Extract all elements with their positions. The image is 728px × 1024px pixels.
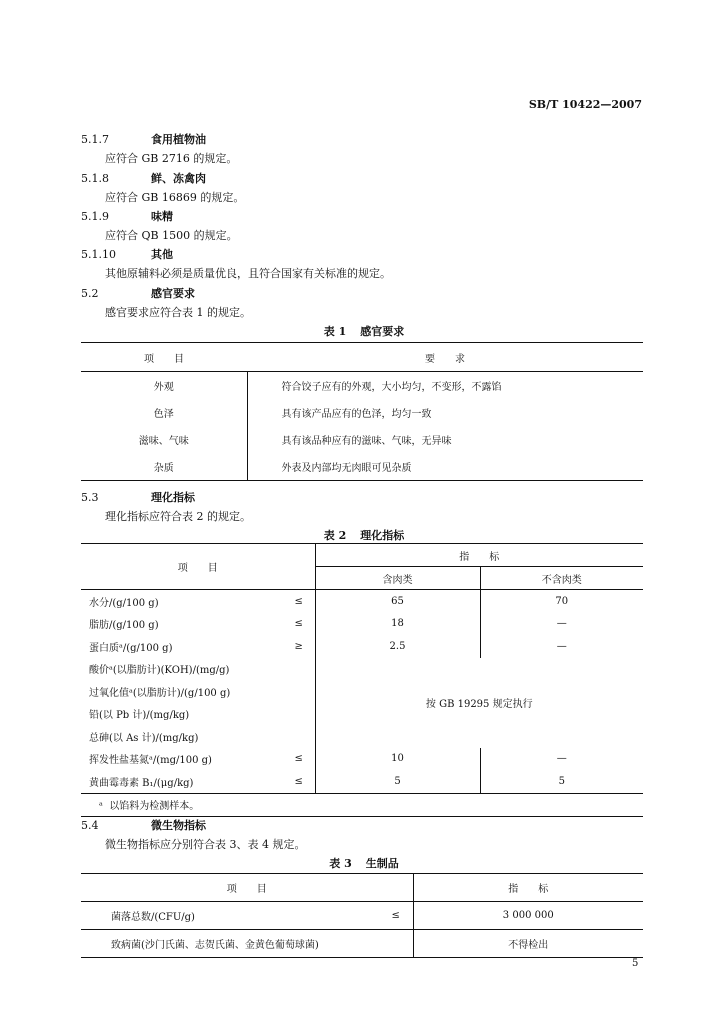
caption-title: 感官要求 <box>360 325 405 338</box>
section-text-5-1-7: 应符合 GB 2716 的规定。 <box>105 152 238 165</box>
header-requirement: 要 求 <box>247 343 643 372</box>
caption-title: 理化指标 <box>360 529 405 542</box>
row-symbol <box>283 680 315 703</box>
table3-caption <box>0 855 728 871</box>
section-title: 微生物指标 <box>151 819 206 832</box>
section-number: 5.1.9 <box>81 210 109 223</box>
section-text-5-1-9: 应符合 QB 1500 的规定。 <box>105 229 238 242</box>
table-row <box>81 635 643 658</box>
section-number: 5.1.7 <box>81 133 109 146</box>
section-title: 其他 <box>151 248 173 261</box>
row-value-without-meat: 5 <box>558 775 565 787</box>
table-header-row <box>81 343 643 372</box>
row-requirement: 具有该产品应有的色泽，均匀一致 <box>281 409 432 420</box>
row-item: 滋味、气味 <box>81 426 247 453</box>
header-without-meat: 不含肉类 <box>480 567 643 590</box>
row-value-without-meat: — <box>556 640 567 652</box>
row-item: 酸价ᵃ(以脂肪计)(KOH)/(mg/g) <box>89 665 230 677</box>
row-item: 挥发性盐基氮ᵃ/(mg/100 g) <box>89 755 212 767</box>
row-item: 水分/(g/100 g) <box>89 597 159 609</box>
row-symbol: ≤ <box>283 590 315 613</box>
row-symbol <box>379 930 413 958</box>
row-requirement: 符合饺子应有的外观，大小均匀，不变形，不露馅 <box>281 382 502 393</box>
row-value-without-meat: — <box>556 618 567 630</box>
row-value-with-meat: 5 <box>315 770 480 793</box>
row-item: 黄曲霉毒素 B₁/(μg/kg) <box>89 777 194 789</box>
table-row <box>81 453 643 481</box>
footnote-mark: ᵃ <box>99 801 103 813</box>
section-text-5-3: 理化指标应符合表 2 的规定。 <box>105 510 251 523</box>
row-symbol: ≥ <box>283 635 315 658</box>
caption-number: 表 3 <box>329 857 352 870</box>
section-number: 5.1.10 <box>81 248 116 261</box>
row-requirement: 具有该品种应有的滋味、气味，无异味 <box>281 436 452 447</box>
section-title: 感官要求 <box>151 287 195 300</box>
table-footnote <box>81 793 643 817</box>
page-number: 5 <box>632 958 639 969</box>
section-text-5-4: 微生物指标应分别符合表 3、表 4 规定。 <box>105 838 306 851</box>
header-item: 项 目 <box>81 343 247 372</box>
header-item: 项 目 <box>81 874 413 902</box>
header-index: 指 标 <box>315 544 643 567</box>
row-symbol: ≤ <box>283 748 315 771</box>
section-number: 5.1.8 <box>81 172 109 185</box>
header-index: 指 标 <box>413 874 643 902</box>
row-value-with-meat: 10 <box>315 748 480 771</box>
table-row <box>81 590 643 613</box>
section-heading-5-1-10 <box>81 246 173 262</box>
table-row <box>81 426 643 453</box>
section-text-5-1-10: 其他原辅料必须是质量优良，且符合国家有关标准的规定。 <box>105 267 391 280</box>
section-heading-5-4 <box>81 817 206 833</box>
row-value-with-meat: 2.5 <box>315 635 480 658</box>
row-item: 色泽 <box>81 399 247 426</box>
section-title: 食用植物油 <box>151 133 206 146</box>
microbial-raw-products-table <box>81 873 643 958</box>
caption-number: 表 2 <box>323 529 347 542</box>
row-value-with-meat: 65 <box>315 590 480 613</box>
row-symbol: ≤ <box>379 902 413 930</box>
merged-standard-reference: 按 GB 19295 规定执行 <box>425 699 533 710</box>
table-header-row <box>81 544 643 567</box>
row-item: 铅(以 Pb 计)/(mg/kg) <box>89 710 190 722</box>
row-item: 外观 <box>81 372 247 400</box>
section-title: 鲜、冻禽肉 <box>151 172 206 185</box>
section-heading-5-3 <box>81 489 195 505</box>
row-item: 蛋白质ᵃ/(g/100 g) <box>89 642 173 654</box>
row-symbol <box>283 703 315 726</box>
section-text-5-1-8: 应符合 GB 16869 的规定。 <box>105 191 245 204</box>
row-symbol <box>283 658 315 681</box>
caption-number: 表 1 <box>323 325 347 338</box>
row-item: 菌落总数/(CFU/g) <box>81 902 379 930</box>
header-item: 项 目 <box>81 544 315 590</box>
standard-code-header: SB/T 10422—2007 <box>528 98 642 111</box>
row-item: 过氧化值ᵃ(以脂肪计)/(g/100 g) <box>89 687 231 699</box>
section-title: 理化指标 <box>151 491 195 504</box>
sensory-requirements-table <box>81 342 643 481</box>
section-heading-5-2 <box>81 285 195 301</box>
row-value: 不得检出 <box>508 940 549 951</box>
section-number: 5.2 <box>81 287 99 300</box>
table-row <box>81 613 643 636</box>
table-row <box>81 658 643 681</box>
section-heading-5-1-9 <box>81 208 173 224</box>
row-value-with-meat: 18 <box>315 613 480 636</box>
row-value-without-meat: 70 <box>555 595 569 607</box>
row-symbol: ≤ <box>283 770 315 793</box>
header-with-meat: 含肉类 <box>315 567 480 590</box>
table-row <box>81 902 643 930</box>
table-row <box>81 748 643 771</box>
caption-title: 生制品 <box>365 857 399 870</box>
table-row <box>81 930 643 958</box>
section-title: 味精 <box>151 210 173 223</box>
row-requirement: 外表及内部均无肉眼可见杂质 <box>281 463 412 474</box>
table2-caption <box>0 527 728 543</box>
row-value: 3 000 000 <box>413 902 643 930</box>
row-item: 致病菌(沙门氏菌、志贺氏菌、金黄色葡萄球菌) <box>111 940 319 951</box>
section-heading-5-1-7 <box>81 131 206 147</box>
section-heading-5-1-8 <box>81 170 206 186</box>
row-symbol: ≤ <box>283 613 315 636</box>
section-text-5-2: 感官要求应符合表 1 的规定。 <box>105 306 251 319</box>
section-number: 5.3 <box>81 491 99 504</box>
footnote-text: 以馅料为检测样本。 <box>109 801 200 813</box>
row-item: 总砷(以 As 计)/(mg/kg) <box>89 732 199 744</box>
table-header-row <box>81 874 643 902</box>
table-row <box>81 399 643 426</box>
row-symbol <box>283 725 315 748</box>
table-footnote-row <box>81 793 643 817</box>
section-number: 5.4 <box>81 819 99 832</box>
row-value-without-meat: — <box>556 753 567 765</box>
row-item: 杂质 <box>81 453 247 481</box>
row-item: 脂肪/(g/100 g) <box>89 620 159 632</box>
table1-caption <box>0 323 728 339</box>
physicochemical-index-table <box>81 543 643 817</box>
table-row <box>81 770 643 793</box>
table-row <box>81 372 643 400</box>
